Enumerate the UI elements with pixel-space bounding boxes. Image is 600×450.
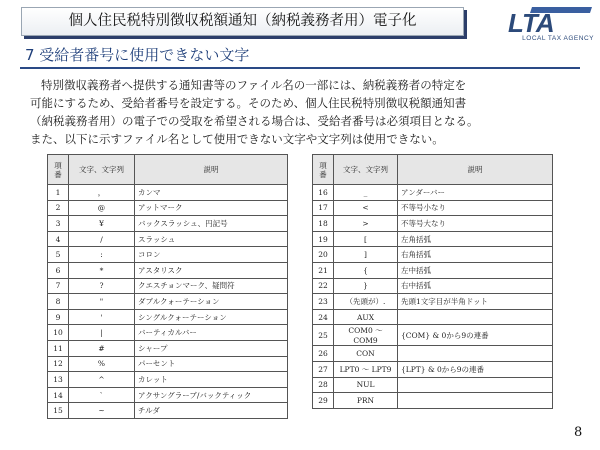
forbidden-char: COM0 ～ COM9 [334, 325, 398, 346]
row-number: 20 [313, 247, 334, 263]
row-number: 21 [313, 262, 334, 278]
paragraph-line: 特別徴収義務者へ提供する通知書等のファイル名の一部には、納税義務者の特定を [41, 78, 467, 92]
char-description: シャープ [135, 340, 288, 356]
forbidden-char: （先頭が）. [334, 294, 398, 310]
row-number: 1 [48, 185, 69, 201]
table-row [313, 200, 553, 216]
header-char: 文字、文字列 [69, 155, 135, 185]
char-description: バーティカルバー [135, 325, 288, 341]
char-description: 右角括弧 [398, 247, 553, 263]
char-description: カレット [135, 372, 288, 388]
forbidden-char: ^ [69, 372, 135, 388]
forbidden-char: @ [69, 200, 135, 216]
row-number: 18 [313, 216, 334, 232]
char-description: アットマーク [135, 200, 288, 216]
char-description: アスタリスク [135, 262, 288, 278]
char-description: 先頭1文字目が半角ドット [398, 294, 553, 310]
lta-logo-letters: LTA [508, 8, 555, 35]
table-row [48, 200, 288, 216]
table-row [313, 231, 553, 247]
row-number: 16 [313, 185, 334, 201]
forbidden-char: " [69, 294, 135, 310]
header-no-text: 項番 [54, 160, 62, 179]
char-description: カンマ [135, 185, 288, 201]
forbidden-char: / [69, 231, 135, 247]
row-number: 7 [48, 278, 69, 294]
forbidden-char: * [69, 262, 135, 278]
row-number: 4 [48, 231, 69, 247]
forbidden-char: } [334, 278, 398, 294]
row-number: 10 [48, 325, 69, 341]
header-no [48, 155, 69, 185]
forbidden-char: ~ [69, 403, 135, 419]
table-row [313, 185, 553, 201]
forbidden-char: ' [69, 309, 135, 325]
header-no [313, 155, 334, 185]
table-row [48, 309, 288, 325]
forbidden-char: _ [334, 185, 398, 201]
forbidden-char: ` [69, 387, 135, 403]
char-description: 不等号小なり [398, 200, 553, 216]
section-title: 7 受給者番号に使用できない文字 [25, 46, 250, 64]
table-row [48, 216, 288, 232]
forbidden-char: LPT0 ～ LPT9 [334, 361, 398, 377]
char-description: 左中括弧 [398, 262, 553, 278]
forbidden-char: AUX [334, 309, 398, 325]
table-header-row [313, 155, 553, 185]
forbidden-chars-table-left [47, 154, 288, 419]
char-description: クエスチョンマーク、疑問符 [135, 278, 288, 294]
forbidden-char: : [69, 247, 135, 263]
row-number: 5 [48, 247, 69, 263]
row-number: 6 [48, 262, 69, 278]
table-row [48, 278, 288, 294]
forbidden-char: > [334, 216, 398, 232]
table-row [48, 403, 288, 419]
table-row [48, 356, 288, 372]
row-number: 11 [48, 340, 69, 356]
forbidden-char: | [69, 325, 135, 341]
title-bar [21, 7, 464, 36]
char-description: コロン [135, 247, 288, 263]
char-description: アクサングラーブ/バックティック [135, 387, 288, 403]
char-description: アンダーバー [398, 185, 553, 201]
row-number: 28 [313, 377, 334, 393]
lta-logo [506, 5, 594, 45]
lta-logo-subtitle: LOCAL TAX AGENCY [522, 35, 594, 42]
header-no-text: 項番 [319, 160, 327, 179]
table-row [313, 393, 553, 409]
char-description: チルダ [135, 403, 288, 419]
forbidden-char: ? [69, 278, 135, 294]
row-number: 15 [48, 403, 69, 419]
row-number: 3 [48, 216, 69, 232]
forbidden-char: < [334, 200, 398, 216]
char-description: 左角括弧 [398, 231, 553, 247]
paragraph-line: 可能にするため、受給者番号を設定する。そのため、個人住民税特別徴収税額通知書 [30, 96, 467, 110]
forbidden-chars-table-right [312, 154, 553, 409]
row-number: 17 [313, 200, 334, 216]
table-row [48, 294, 288, 310]
header-desc: 説明 [135, 155, 288, 185]
paragraph-line: （納税義務者用）の電子での受取を希望される場合は、受給者番号は必須項目となる。 [30, 114, 479, 128]
forbidden-char: ] [334, 247, 398, 263]
table-row [48, 262, 288, 278]
table-row [313, 309, 553, 325]
table-row [313, 247, 553, 263]
table-row [48, 372, 288, 388]
row-number: 14 [48, 387, 69, 403]
forbidden-char: CON [334, 346, 398, 362]
table-row [313, 294, 553, 310]
forbidden-char: NUL [334, 377, 398, 393]
header-desc: 説明 [398, 155, 553, 185]
table-row [313, 216, 553, 232]
section-divider [20, 67, 580, 69]
header-char: 文字、文字列 [334, 155, 398, 185]
char-description: バックスラッシュ、円記号 [135, 216, 288, 232]
forbidden-char: % [69, 356, 135, 372]
char-description: パーセント [135, 356, 288, 372]
row-number: 9 [48, 309, 69, 325]
row-number: 25 [313, 325, 334, 346]
table-row [48, 247, 288, 263]
forbidden-char: PRN [334, 393, 398, 409]
char-description: ダブルクォーテーション [135, 294, 288, 310]
row-number: 8 [48, 294, 69, 310]
row-number: 24 [313, 309, 334, 325]
description-paragraph [30, 76, 575, 148]
char-description [398, 393, 553, 409]
lta-logo-mark [506, 5, 594, 35]
row-number: 13 [48, 372, 69, 388]
char-description: 不等号大なり [398, 216, 553, 232]
forbidden-char: # [69, 340, 135, 356]
table-row [313, 278, 553, 294]
row-number: 23 [313, 294, 334, 310]
row-number: 26 [313, 346, 334, 362]
char-description: シングルクォーテーション [135, 309, 288, 325]
paragraph-line: また、以下に示すファイル名として使用できない文字や文字列は使用できない。 [30, 132, 444, 146]
char-description: {COM} & 0から9の連番 [398, 325, 553, 346]
slide-title: 個人住民税特別徴収税額通知（納税義務者用）電子化 [68, 13, 417, 29]
forbidden-char: ， [69, 185, 135, 201]
table-row [313, 377, 553, 393]
row-number: 2 [48, 200, 69, 216]
table-row [313, 346, 553, 362]
table-header-row [48, 155, 288, 185]
row-number: 19 [313, 231, 334, 247]
forbidden-char: { [334, 262, 398, 278]
table-row [48, 185, 288, 201]
table-row [313, 262, 553, 278]
table-row [313, 325, 553, 346]
forbidden-char: ¥ [69, 216, 135, 232]
row-number: 12 [48, 356, 69, 372]
row-number: 27 [313, 361, 334, 377]
row-number: 22 [313, 278, 334, 294]
table-body-right [313, 185, 553, 409]
char-description [398, 346, 553, 362]
table-row [48, 340, 288, 356]
char-description [398, 309, 553, 325]
table-row [48, 231, 288, 247]
char-description [398, 377, 553, 393]
table-row [48, 325, 288, 341]
char-description: 右中括弧 [398, 278, 553, 294]
table-row [48, 387, 288, 403]
forbidden-char: [ [334, 231, 398, 247]
table-row [313, 361, 553, 377]
row-number: 29 [313, 393, 334, 409]
table-body-left [48, 185, 288, 419]
char-description: {LPT} & 0から9の連番 [398, 361, 553, 377]
page-number: 8 [574, 425, 583, 440]
char-description: スラッシュ [135, 231, 288, 247]
